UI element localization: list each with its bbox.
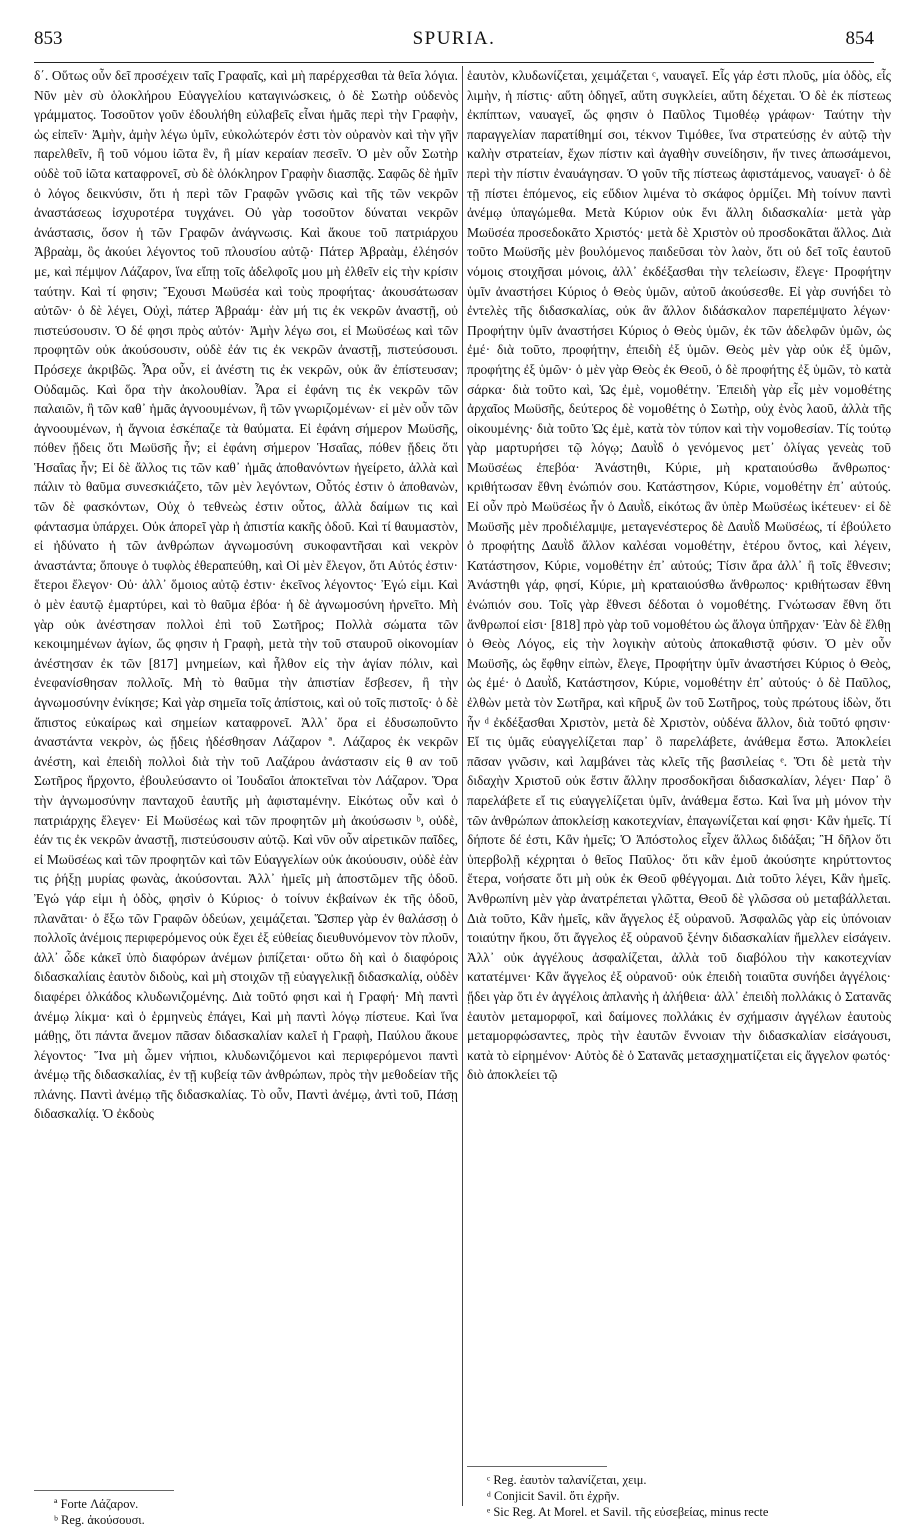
- text-column-right: [467, 66, 891, 1085]
- page-header: [34, 28, 874, 63]
- footnote-separator-right: [467, 1466, 607, 1467]
- footnote-c: ᶜ Reg. ἑαυτὸν ταλανίζεται, χειμ.: [487, 1473, 647, 1487]
- footnote-d: ᵈ Conjicit Savil. ὅτι ἐχρῆν.: [487, 1489, 620, 1503]
- footnotes-left: [54, 1496, 434, 1528]
- column-left-text: δ΄. Οὕτως οὖν δεῖ προσέχειν ταῖς Γραφαῖς, καὶ μὴ παρέρχεσθαι τὰ θεῖα λόγια. Νῦν μὲν σὺ ὁλοκλήρου Εὐαγγελίου καταγινώσκεις, ὁ δὲ Σωτὴρ οὐδενὸς γράμματος. Τοσοῦτον γοῦν ἐδουλήθη εὐλαβεῖς εἶναι ἡμᾶς περὶ τὴν Γραφὴν, ὡς εἰπεῖν· Ἀμὴν, ἀμὴν λέγω ὑμῖν, εὐκολώτερόν ἐστι τὸν οὐρανὸν καὶ τὴν γῆν παρελθεῖν, ἢ τοῦ νόμου ἰῶτα ἓν, ἢ μίαν κεραίαν πεσεῖν. Ὁ μὲν οὖν Σωτὴρ οὐδὲ τοῦ ἰῶτα καταφρονεῖ, σὺ δὲ ὁλόκληρον Γραφὴν διασπᾷς. Σαφῶς δὲ ἡμῖν ὁ λόγος δεικνύσιν, ὅτι ἡ περὶ τῶν Γραφῶν γνῶσις καὶ τῆς τῶν νεκρῶν ἀναστάσεως ἰσχυροτέρα τυγχάνει. Οὐ γὰρ τοσοῦτον δύναται νεκρῶν ἀνάστασις, ὅσον ἡ τῶν Γραφῶν ἀνάγνωσις. Καὶ ἄκουε τοῦ πατριάρχου Ἀβραὰμ, ὃς ἀκούει λέγοντος τοῦ πλουσίου αὐτῷ· Πάτερ Ἀβραὰμ, ἐλέησόν με, καὶ πέμψον Λάζαρον, ἵνα εἴπῃ τοῖς ἀδελφοῖς μου μὴ ἐλθεῖν εἰς τὴν κρίσιν ταύτην. Καὶ τί φησιν; Ἔχουσι Μωϋσέα καὶ τοὺς προφήτας· ἀκουσάτωσαν αὐτῶν· ὁ δὲ λέγει, Οὐχὶ, πάτερ Ἀβραάμ· ἐὰν μή τις ἐκ νεκρῶν ἀναστῇ, οὐ πιστεύσουσιν. Ὁ δέ φησι πρὸς αὐτόν· Ἀμὴν λέγω σοι, εἰ Μωϋσέως καὶ τῶν προφητῶν οὐκ ἀκούσουσιν, οὐδὲ ἐάν τις ἐκ νεκρῶν ἀναστῇ, πιστεύσουσι. Πρόσεχε ἀκριβῶς. Ἆρα οὖν, εἰ ἀνέστη τις ἐκ νεκρῶν, οὐκ ἂν ἐπίστευσαν; Οὐδαμῶς. Καὶ ὅρα τὴν ἀκολουθίαν. Ἆρα εἰ ἐφάνη τις ἐκ νεκρῶν τῶν παλαιῶν, ἢ τῶν καθ᾽ ἡμᾶς ἀγνοουμένων, ἢ τῶν γνωριζομένων· εἰ μὲν οὖν τῶν ἀγνοουμένων, ἡ ἄγνοια ἐσκέπαζε τὰ θαύματα. Εἰ ἐφάνη σήμερον Μωϋσῆς, πόθεν ᾔδεις ὅτι Μωϋσῆς ἦν; εἰ ἐφάνη σήμερον Ἡσαΐας, πόθεν ᾔδεις ὅτι Ἡσαΐας ἦν; Εἰ δὲ ἄλλος τις τῶν καθ᾽ ἡμᾶς ἀποθανόντων ἠγείρετο, ἀλλὰ καὶ πάλιν τὸ θαῦμα συνεσκιάζετο, τῶν μὲν λεγόντων, Οὗτός ἐστιν ὁ ἀποθανὼν, τῶν δὲ φασκόντων, Οὐχ ὁ τεθνεὼς ἐστιν οὗτος, ἀλλὰ δαίμων τις καὶ φάντασμα ὑπάρχει. Οὐκ ἀπορεῖ γὰρ ἡ ἀπιστία κακῆς ὁδοῦ. Καὶ τί θαυμαστὸν, εἰ ἠδύνατο ἡ τῶν ἀνθρώπων ἀγνωμοσύνη συκοφαντῆσαι καὶ νεκρὸν ἀναστάντα; ὅπουγε ὁ τυφλὸς ἐθεραπεύθη, καὶ Οἱ μὲν ἔλεγον, ὅτι Αὐτός ἐστιν· ἕτεροι ἔλεγον· Οὐ· ἀλλ᾽ ὅμοιος αὐτῷ ἐστιν· ἐκεῖνος λέγοντος· Ἐγώ εἰμι. Καὶ ὁ μὲν ἑαυτῷ ἐμαρτύρει, καὶ τὸ θαῦμα ἐβόα· ἡ δὲ ἀγνωμοσύνη ἠρνεῖτο. Μὴ γὰρ οὐκ ἀνέστησαν πολλοὶ ἐπὶ τοῦ Σωτῆρος; Πολλὰ σώματα τῶν κεκοιμημένων ἁγίων, ὥς φησιν ἡ Γραφὴ, μετὰ τὴν τοῦ σταυροῦ οἰκονομίαν ἀνέστησαν ἐκ τῶν [817] μνημείων, καὶ ἦλθον εἰς τὴν ἁγίαν πόλιν, καὶ ἐνεφανίσθησαν πολλοῖς. Μὴ τὸ θαῦμα τὴν ἀπιστίαν ἔσβεσεν, ἢ τὴν ἀγνωμοσύνην ἐνίκησε; Καὶ γὰρ σημεῖα τοῖς ἀπίστοις, καὶ οὐ τοῖς πιστοῖς· ὁ δὲ ἄπιστος εὐκαίρως καὶ σημείων καταφρονεῖ. Ἀλλ᾽ ὅρα εἰ ἐδυσωποῦντο ἀναστάντα νεκρὸν, ὡς ᾔδεις ἠδέσθησαν Λάζαρον ª. Λάζαρος ἐκ νεκρῶν ἀνέστη, καὶ ἐπειδὴ πολλοὶ διὰ τὴν τοῦ Λαζάρου ἀνάστασιν εἰς θ αν τοῦ Σωτῆρος ἤρχοντο, ἐβουλεύσαντο οἱ Ἰουδαῖοι ἀποκτεῖναι τὸν Λάζαρον. Ὅρα τὴν ἀγνωμοσύνην πανταχοῦ ἑαυτῆς μὴ ἀφισταμένην. Εἰκότως οὖν καὶ ὁ πατριάρχης ἔλεγεν· Εἰ Μωϋσέως καὶ τῶν προφητῶν μὴ ἀκούσωσιν ᵇ, οὐδὲ, ἐάν τις ἐκ νεκρῶν ἀναστῇ, πιστεύσουσιν αὐτῷ. Καὶ νῦν οὖν αἱρετικῶν παῖδες, εἰ Μωϋσέως καὶ τῶν προφητῶν καὶ τῶν Εὐαγγελίων οὐκ ἀκούουσιν, οὐδὲ ἐὰν τις ῥήξῃ μυρίας φωνὰς, ἀκούσονται. Ἀλλ᾽ ἡμεῖς μὴ ἀποστῶμεν τῆς ὁδοῦ. Ἐγώ γάρ εἰμι ἡ ὁδὸς, φησὶν ὁ Κύριος· ὁ τοίνυν ἐκβαίνων ἐκ τῆς ὁδοῦ, πλανᾶται· ὁ ἔξω τῶν Γραφῶν ὁδεύων, χειμάζεται. Ὥσπερ γὰρ ἐν θαλάσσῃ ὁ πολλοῖς ἀνέμοις περιφερόμενος οὐκ ἔχει ἐξ εὐθείας διευθυνόμενον τὸν πλοῦν, ἀλλ᾽ ὧδε κἀκεῖ ὑπὸ διαφόρων ἀνέμων ῥιπίζεται· οὕτω δὴ καὶ ὁ διαφόροις διδασκαλίαις ἑαυτὸν διδοὺς, καὶ μὴ στοιχῶν τῇ εὐαγγελικῇ διδασκαλίᾳ, οὐδὲν διαφέρει ὁλκάδος κλυδωνιζομένης. Διὰ τοῦτό φησι καὶ ἡ Γραφή· Μὴ παντὶ ἀνέμῳ λίκμα· καὶ ὁ ἑρμηνεὺς ἐπάγει, Καὶ μὴ παντὶ λόγῳ πίστευε. Καὶ ἵνα μάθῃς, ὅτι πάντα ἄνεμον πᾶσαν διδασκαλίαν καλεῖ ἡ Γραφὴ, Παύλου ἄκουε λέγοντος· Ἵνα μὴ ὦμεν νήπιοι, κλυδωνιζόμενοι καὶ περιφερόμενοι παντὶ ἀνέμῳ τῆς διδασκαλίας, ἐν τῇ κυβείᾳ τῶν ἀνθρώπων, πρὸς τὴν μεθοδείαν τῆς πλάνης. Παντὶ ἀνέμῳ τῆς διδασκαλίας. Τὸ οὖν, Παντὶ ἀνέμῳ, ἀντὶ τοῦ, Πάσῃ διδασκαλίᾳ. Ὁ ἐκδοὺς: [34, 68, 458, 1122]
- column-divider: [462, 66, 463, 1506]
- column-right-text: ἑαυτὸν, κλυδωνίζεται, χειμάζεται ᶜ, ναυαγεῖ. Εἷς γάρ ἐστι πλοῦς, μία ὁδὸς, εἷς λιμὴν, ἡ πίστις· αὕτη ὁδηγεῖ, αὕτη συγκλείει, αὕτη δέχεται. Ὁ δὲ ἐκ πίστεως ἐκπίπτων, ναυαγεῖ, ὥς φησιν ὁ Παῦλος Τιμοθέῳ γράφων· Ταύτην τὴν παραγγελίαν παρατίθημί σοι, τέκνον Τιμόθεε, ἵνα στρατεύσῃς ἐν αὐτῷ τὴν καλὴν στρατείαν, ἔχων πίστιν καὶ ἀγαθὴν συνείδησιν, ἥν τινες ἀπωσάμενοι, περὶ τὴν πίστιν ἐναυάγησαν. Ὁ γοῦν τῆς πίστεως ἀφιστάμενος, ναυαγεῖ· ὁ δὲ τῇ πίστει ἑπόμενος, εἰς εὔδιον λιμένα τὸ σκάφος ὁρμίζει. Μὴ τοίνυν παντὶ ἀνέμῳ ὑπαγώμεθα. Μετὰ Κύριον οὐκ ἔνι ἄλλη διδασκαλία· μετὰ γὰρ Μωϋσέα προσεδοκᾶτο Χριστός· μετὰ δὲ Χριστὸν οὐ προσδοκᾶται ἄλλος. Διὰ τοῦτο Μωϋσῆς μὲν βουλόμενος παιδεῦσαι τὸν λαὸν, ὅτι οὐ δεῖ τοῖς ἑαυτοῦ νόμοις στοιχῆσαι μόνοις, ἀλλ᾽ ἐκδέξασθαι τὴν τελείωσιν, ἔλεγε· Προφήτην ὑμῖν ἀναστήσει Κύριος ὁ Θεὸς ὑμῶν, αὐτοῦ ἀκούσεσθε. Εἰ γὰρ συνήδει τὸ ἐντελὲς τῆς διδασκαλίας, οὐκ ἂν ἄλλον διδάσκαλον παρεπέμψατο λέγων· Προφήτην ὑμῖν ἀναστήσει Κύριος ὁ Θεὸς ὑμῶν, ἐκ τῶν ἀδελφῶν ὑμῶν, ὡς ἐμέ· διὰ τοῦτο, προφήτην, ἐπειδὴ ἐξ ὑμῶν. Θεὸς μὲν γὰρ οὐκ ἐξ ὑμῶν, προφήτης ἐξ ὑμῶν· ὁ μὲν γὰρ Θεὸς ἐκ Θεοῦ, ὁ δὲ προφήτης ἐξ ὑμῶν, τὸ κατὰ σάρκα· διὰ τοῦτο καὶ, Ὡς ἐμὲ, νομοθέτην. Ἐπειδὴ γὰρ εἷς μὲν νομοθέτης ἀρχαῖος Μωϋσῆς, δεύτερος δὲ νομοθέτης ὁ Σωτὴρ, οὐχ ἑνὸς λαοῦ, ἀλλὰ τῆς οἰκουμένης· διὰ τοῦτο Ὡς ἐμὲ, κατὰ τὸν τύπον καὶ τὴν νομοθεσίαν. Τίς τούτῳ γὰρ μαρτυρήσει τῷ λόγῳ; Δαυῒδ ὁ γενόμενος μετ᾽ ὀλίγας γενεὰς τοῦ Μωϋσέως ἐπεβόα· Ἀνάστηθι, Κύριε, μὴ κραταιούσθω ἄνθρωπος· κριθήτωσαν ἔθνη ἐνώπιόν σου. Κατάστησον, Κύριε, νομοθέτην ἐπ᾽ αὐτούς. Εἰ οὖν πρὸ Μωϋσέως ἦν ὁ Δαυῒδ, εἰκότως ἂν ὑπὲρ Μωϋσέως ἱκέτευεν· εἰ δὲ Μωϋσῆς μὲν προδιέλαμψε, μεταγενέστερος δὲ Δαυῒδ Μωϋσέως, τί ἐβούλετο ὁ προφήτης Δαυῒδ ἄλλον καλέσαι νομοθέτην, ἑτέρου ὄντος, καὶ λέγειν, Κατάστησον, Κύριε, νομοθέτην ἐπ᾽ αὐτούς; Τίσιν ἄρα ἀλλ᾽ ἢ τοῖς ἔθνεσιν; Ἀνάστηθι γάρ, φησί, Κύριε, μὴ κραταιούσθω ἄνθρωπος· κριθήτωσαν ἔθνη ἐνώπιόν σου. Τοῖς γὰρ ἔθνεσι δέδοται ὁ νομοθέτης. Γνώτωσαν ἔθνη ὅτι ἄνθρωποί εἰσι· [818] πρὸ γὰρ τοῦ νομοθέτου ὡς ἄλογα ὑπῆρχαν· Ἐὰν δὲ ἔλθῃ ὁ Θεὸς Λόγος, εἰς τὴν λογικὴν αὐτοὺς ἀποκαθιστᾷ φύσιν. Ὁ μὲν οὖν Μωϋσῆς, ὡς ἔφθην εἰπὼν, ἔλεγε, Προφήτην ὑμῖν ἀναστήσει Κύριος ὁ Θεὸς, ὡς ἐμέ· ὁ Δαυῒδ, Κατάστησον, Κύριε, νομοθέτην ἐπ᾽ αὐτούς· ὁ δὲ Παῦλος, ἐλθὼν μετὰ τὸν Σωτῆρα, καὶ κῆρυξ ὢν τοῦ Σωτῆρος, τοὺς πρώτους ἰδὼν, ὅτι ἦν ᵈ ἐκδέξασθαι Χριστὸν, μετὰ δὲ Χριστὸν, οὐδένα ἄλλον, διὰ τοῦτό φησιν· Εἴ τις ὑμᾶς εὐαγγελίζεται παρ᾽ ὃ παρελάβετε, ἀνάθεμα ἔστω. Ἀποκλείει πᾶσαν γνῶσιν, καὶ λαμβάνει τὰς κλεῖς τῆς βασιλείας ᵉ. Ὅτι δὲ μετὰ τὴν διδαχὴν Χριστοῦ οὐκ ἔστιν ἄλλην προσδοκῆσαι διδασκαλίαν, λέγει· Παρ᾽ ὃ παρελάβετε εἴ τις εὐαγγελίζεται ὑμῖν, ἀνάθεμα ἔστω. Καὶ ἵνα μὴ μόνον τὴν τῶν ἀνθρώπων ἀποκλείσῃ κακοτεχνίαν, ἐπαγωνίζεται καί φησι· Κἂν ἡμεῖς. Τί δήποτε δέ ἐστι, Κἂν ἡμεῖς; Ὁ Ἀπόστολος εἶχεν ἄλλως διδάξαι; Ἢ δῆλον ὅτι ὑπερβολῇ κέχρηται ὁ θεῖος Παῦλος· ὅτι κἂν ἐμοῦ ἀκούσητε κηρύττοντος ἕτερα, νοήσατε ὅτι μὴ οὐκ ἐκ Θεοῦ φθέγγομαι. Διὰ τοῦτο λέγει, Κἂν ἡμεῖς. Ἀνθρωπίνη μὲν γὰρ ἀνατρέπεται γλῶττα, Θεοῦ δὲ γλῶσσα οὐ μεταβάλλεται. Διὰ τοῦτο, Κἂν ἡμεῖς, κἂν ἄγγελος ἐξ οὐρανοῦ. Ἀσφαλῶς γὰρ εἰς ὑπόνοιαν τοιαύτην ἥκου, ὅτι ἄγγελος ἐξ οὐρανοῦ ξένην διδασκαλίαν ἤμελλεν εἰσάγειν. Ἀλλ᾽ οὐκ ἀγγέλους ἀσφαλίζεται, ἀλλὰ τοῦ διαβόλου τὴν κακοτεχνίαν κατατέμνει· Κἂν ἄγγελος ἐξ οὐρανοῦ· οὐκ ἐπειδὴ τοιαῦτα συνήδει ἀγγέλοις· ᾔδει γὰρ ὅτι ἐν ἀγγέλοις ἁπλανὴς ἡ ἀλήθεια· ἀλλ᾽ ἐπειδὴ πολλάκις ὁ Σατανᾶς ἑαυτὸν μεταμορφοῖ, καὶ δαίμονες πολλάκις ἐν σχήμασιν ἀγγέλων ἑαυτοὺς μεταμορφώσαντες, πρὸς τὴν ἑαυτῶν ἔννοιαν τὴν διδασκαλίαν εἰσάγουσι, κατὰ τὸ εἰρημένον· Αὐτὸς δὲ ὁ Σατανᾶς μετασχηματίζεται εἰς ἄγγελον φωτός· διὸ ἀποκλείει τῷ: [467, 68, 891, 1083]
- footnote-e: ᵉ Sic Reg. At Morel. et Savil. τῆς εὐσεβείας, minus recte: [487, 1505, 769, 1519]
- footnote-separator-left: [34, 1490, 174, 1491]
- page-number-left: 853: [34, 28, 63, 49]
- footnote-b: ᵇ Reg. ἀκούσουσι.: [54, 1513, 145, 1527]
- text-column-left: [34, 66, 458, 1124]
- footnote-a: ª Forte Λάζαρον.: [54, 1497, 139, 1511]
- page-number-right: 854: [845, 28, 874, 49]
- running-title: SPURIA.: [412, 28, 496, 49]
- footnotes-right: [487, 1472, 887, 1520]
